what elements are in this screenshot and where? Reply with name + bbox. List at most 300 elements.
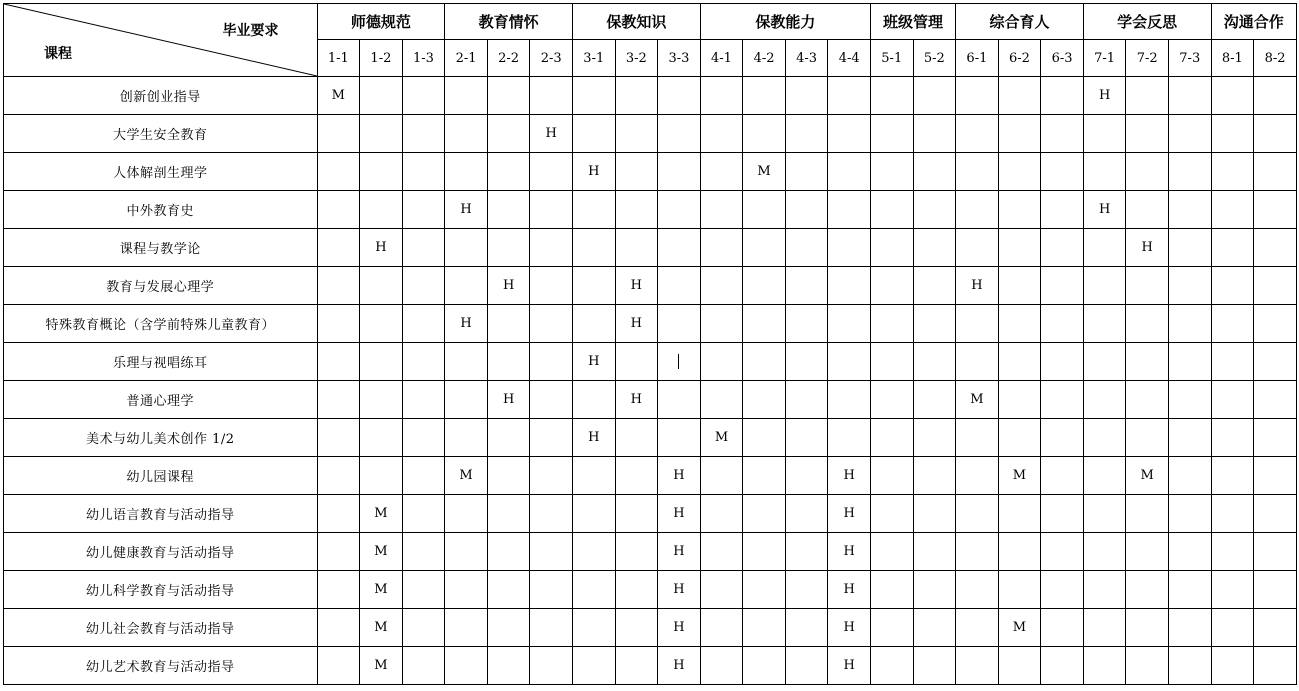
support-level-cell	[700, 495, 743, 533]
support-level-cell	[828, 115, 871, 153]
support-level-cell	[615, 153, 658, 191]
support-level-cell	[1211, 571, 1254, 609]
support-level-cell: H	[1083, 77, 1126, 115]
course-row	[4, 229, 1297, 267]
requirement-code-header: 3-2	[615, 40, 658, 77]
support-level-cell	[743, 609, 786, 647]
support-level-cell	[317, 153, 360, 191]
support-level-cell	[402, 153, 445, 191]
support-level-cell	[785, 115, 828, 153]
support-level-cell	[487, 457, 530, 495]
support-level-cell	[572, 533, 615, 571]
support-level-cell	[360, 191, 403, 229]
requirement-code-header: 2-2	[487, 40, 530, 77]
support-level-cell	[700, 571, 743, 609]
course-name-cell: 创新创业指导	[4, 77, 318, 115]
requirement-group-header: 综合育人	[956, 4, 1084, 40]
support-level-cell	[743, 495, 786, 533]
support-level-cell	[956, 533, 999, 571]
support-level-cell	[402, 533, 445, 571]
support-level-cell	[743, 267, 786, 305]
support-level-cell	[913, 115, 956, 153]
support-level-cell	[1126, 305, 1169, 343]
support-level-cell	[785, 533, 828, 571]
support-level-cell	[1083, 571, 1126, 609]
support-level-cell	[487, 115, 530, 153]
support-level-cell	[998, 115, 1041, 153]
requirement-code-header: 7-3	[1168, 40, 1211, 77]
support-level-cell	[913, 191, 956, 229]
support-level-cell	[1211, 115, 1254, 153]
course-row	[4, 267, 1297, 305]
support-level-cell	[1254, 305, 1297, 343]
support-level-cell	[956, 419, 999, 457]
support-level-cell	[317, 381, 360, 419]
support-level-cell	[1041, 267, 1084, 305]
support-level-cell	[1211, 191, 1254, 229]
course-name-cell: 乐理与视唱练耳	[4, 343, 318, 381]
support-level-cell	[913, 457, 956, 495]
support-level-cell	[785, 153, 828, 191]
support-level-cell	[1168, 153, 1211, 191]
support-level-cell: H	[658, 647, 701, 685]
requirement-code-header: 4-2	[743, 40, 786, 77]
requirement-code-header: 2-1	[445, 40, 488, 77]
support-level-cell	[743, 191, 786, 229]
course-name-cell: 大学生安全教育	[4, 115, 318, 153]
course-name-cell: 美术与幼儿美术创作 1/2	[4, 419, 318, 457]
support-level-cell	[1254, 77, 1297, 115]
support-level-cell	[1083, 647, 1126, 685]
support-level-cell	[913, 647, 956, 685]
support-level-cell: H	[658, 495, 701, 533]
support-level-cell	[998, 77, 1041, 115]
support-level-cell: H	[487, 267, 530, 305]
support-level-cell: M	[998, 609, 1041, 647]
support-level-cell	[913, 153, 956, 191]
support-level-cell	[1126, 647, 1169, 685]
support-level-cell	[828, 381, 871, 419]
support-level-cell	[956, 115, 999, 153]
support-level-cell: H	[828, 647, 871, 685]
support-level-cell	[998, 381, 1041, 419]
support-level-cell	[530, 229, 573, 267]
support-level-cell	[402, 77, 445, 115]
support-level-cell	[402, 305, 445, 343]
support-level-cell	[360, 267, 403, 305]
support-level-cell	[1083, 419, 1126, 457]
support-level-cell	[913, 343, 956, 381]
support-level-cell	[743, 381, 786, 419]
support-level-cell	[487, 305, 530, 343]
support-level-cell	[445, 609, 488, 647]
support-level-cell	[1083, 533, 1126, 571]
support-level-cell	[870, 495, 913, 533]
course-name-cell: 幼儿园课程	[4, 457, 318, 495]
support-level-cell	[445, 267, 488, 305]
support-level-cell	[870, 305, 913, 343]
support-level-cell	[870, 115, 913, 153]
support-level-cell	[402, 381, 445, 419]
support-level-cell	[487, 77, 530, 115]
support-level-cell	[658, 267, 701, 305]
support-level-cell	[530, 267, 573, 305]
support-level-cell	[1041, 533, 1084, 571]
support-level-cell	[445, 495, 488, 533]
support-level-cell	[1168, 571, 1211, 609]
support-level-cell	[998, 419, 1041, 457]
support-level-cell	[700, 381, 743, 419]
support-level-cell	[317, 647, 360, 685]
support-level-cell	[530, 343, 573, 381]
support-level-cell	[1083, 457, 1126, 495]
requirement-group-header: 保教能力	[700, 4, 870, 40]
requirement-code-header: 5-2	[913, 40, 956, 77]
course-row	[4, 533, 1297, 571]
support-level-cell	[785, 191, 828, 229]
support-level-cell	[870, 419, 913, 457]
requirement-group-header: 沟通合作	[1211, 4, 1296, 40]
requirement-group-header-row	[4, 4, 1297, 40]
support-level-cell	[1126, 381, 1169, 419]
support-level-cell	[658, 153, 701, 191]
course-name-cell: 幼儿健康教育与活动指导	[4, 533, 318, 571]
support-level-cell	[445, 381, 488, 419]
support-level-cell	[1254, 381, 1297, 419]
support-level-cell: M	[1126, 457, 1169, 495]
support-level-cell	[1254, 153, 1297, 191]
support-level-cell	[743, 533, 786, 571]
support-level-cell	[1126, 153, 1169, 191]
support-level-cell	[402, 419, 445, 457]
support-level-cell: H	[658, 571, 701, 609]
support-level-cell	[956, 571, 999, 609]
support-level-cell	[870, 609, 913, 647]
support-level-cell	[1211, 495, 1254, 533]
support-level-cell	[1168, 419, 1211, 457]
support-level-cell	[487, 609, 530, 647]
course-name-cell: 特殊教育概论（含学前特殊儿童教育）	[4, 305, 318, 343]
support-level-cell	[572, 571, 615, 609]
support-level-cell	[785, 647, 828, 685]
support-level-cell	[1211, 153, 1254, 191]
support-level-cell	[1041, 571, 1084, 609]
support-level-cell	[956, 305, 999, 343]
support-level-cell: H	[487, 381, 530, 419]
support-level-cell	[913, 381, 956, 419]
support-level-cell	[870, 381, 913, 419]
support-level-cell	[530, 77, 573, 115]
support-level-cell: H	[572, 153, 615, 191]
support-level-cell	[1083, 115, 1126, 153]
support-level-cell	[317, 343, 360, 381]
support-level-cell	[360, 419, 403, 457]
course-name-cell: 幼儿语言教育与活动指导	[4, 495, 318, 533]
support-level-cell	[360, 77, 403, 115]
support-level-cell	[402, 457, 445, 495]
support-level-cell	[1083, 609, 1126, 647]
requirement-axis-label: 毕业要求	[222, 23, 279, 39]
support-level-cell	[317, 191, 360, 229]
corner-header-cell	[4, 4, 318, 77]
support-level-cell	[998, 191, 1041, 229]
requirement-code-header: 4-1	[700, 40, 743, 77]
requirement-code-header: 2-3	[530, 40, 573, 77]
support-level-cell	[998, 267, 1041, 305]
support-level-cell	[658, 191, 701, 229]
support-level-cell	[1211, 647, 1254, 685]
support-level-cell	[615, 191, 658, 229]
support-level-cell	[828, 77, 871, 115]
support-level-cell	[402, 115, 445, 153]
requirement-code-header: 5-1	[870, 40, 913, 77]
support-level-cell	[870, 77, 913, 115]
support-level-cell	[658, 305, 701, 343]
support-level-cell	[360, 381, 403, 419]
support-level-cell	[785, 267, 828, 305]
support-level-cell	[785, 229, 828, 267]
support-level-cell: H	[828, 457, 871, 495]
support-level-cell	[615, 571, 658, 609]
support-level-cell	[1168, 115, 1211, 153]
support-level-cell: M	[360, 647, 403, 685]
support-level-cell	[743, 77, 786, 115]
support-level-cell	[572, 77, 615, 115]
support-level-cell	[870, 191, 913, 229]
support-level-cell	[1126, 191, 1169, 229]
support-level-cell	[1126, 609, 1169, 647]
course-row	[4, 77, 1297, 115]
support-level-cell	[700, 305, 743, 343]
support-level-cell	[700, 77, 743, 115]
support-level-cell	[530, 153, 573, 191]
support-level-cell: M	[317, 77, 360, 115]
support-level-cell	[530, 609, 573, 647]
support-level-cell	[700, 457, 743, 495]
course-row	[4, 191, 1297, 229]
support-level-cell: H	[1126, 229, 1169, 267]
support-level-cell	[530, 419, 573, 457]
support-level-cell	[998, 229, 1041, 267]
support-level-cell	[445, 419, 488, 457]
support-level-cell	[828, 305, 871, 343]
requirement-group-header: 保教知识	[572, 4, 700, 40]
course-row	[4, 305, 1297, 343]
support-level-cell	[1126, 77, 1169, 115]
support-level-cell	[530, 647, 573, 685]
support-level-cell: H	[828, 571, 871, 609]
support-level-cell	[1254, 419, 1297, 457]
support-level-cell	[828, 267, 871, 305]
support-level-cell	[1254, 191, 1297, 229]
support-level-cell	[402, 571, 445, 609]
support-level-cell	[1168, 229, 1211, 267]
support-level-cell	[658, 343, 701, 381]
support-level-cell	[658, 115, 701, 153]
requirement-group-header: 班级管理	[870, 4, 955, 40]
support-level-cell	[1254, 571, 1297, 609]
support-level-cell	[487, 495, 530, 533]
support-level-cell	[530, 457, 573, 495]
support-level-cell	[1211, 609, 1254, 647]
support-level-cell	[1126, 571, 1169, 609]
support-level-cell	[572, 457, 615, 495]
support-level-cell	[1126, 419, 1169, 457]
support-level-cell	[743, 115, 786, 153]
support-level-cell	[1254, 267, 1297, 305]
support-level-cell	[1254, 647, 1297, 685]
support-level-cell	[956, 153, 999, 191]
support-level-cell	[1254, 343, 1297, 381]
course-requirement-matrix	[3, 3, 1297, 685]
support-level-cell	[1041, 229, 1084, 267]
support-level-cell	[658, 381, 701, 419]
corner-diagonal-line	[4, 4, 317, 76]
support-level-cell: M	[360, 533, 403, 571]
support-level-cell	[572, 229, 615, 267]
support-level-cell	[913, 229, 956, 267]
support-level-cell	[530, 571, 573, 609]
support-level-cell	[487, 343, 530, 381]
support-level-cell: H	[445, 191, 488, 229]
support-level-cell	[615, 609, 658, 647]
support-level-cell	[1168, 457, 1211, 495]
support-level-cell	[700, 229, 743, 267]
support-level-cell	[998, 495, 1041, 533]
support-level-cell	[615, 647, 658, 685]
support-level-cell	[1211, 343, 1254, 381]
support-level-cell	[1211, 229, 1254, 267]
support-level-cell	[828, 191, 871, 229]
support-level-cell	[1254, 229, 1297, 267]
support-level-cell	[1041, 191, 1084, 229]
support-level-cell	[530, 533, 573, 571]
support-level-cell	[487, 153, 530, 191]
support-level-cell	[572, 191, 615, 229]
support-level-cell	[445, 647, 488, 685]
support-level-cell	[317, 457, 360, 495]
support-level-cell	[998, 305, 1041, 343]
support-level-cell: H	[530, 115, 573, 153]
vertical-mark	[678, 354, 679, 369]
support-level-cell	[998, 343, 1041, 381]
support-level-cell	[956, 343, 999, 381]
support-level-cell	[360, 153, 403, 191]
support-level-cell	[317, 229, 360, 267]
support-level-cell	[1254, 495, 1297, 533]
support-level-cell: H	[658, 609, 701, 647]
support-level-cell	[785, 495, 828, 533]
support-level-cell	[913, 305, 956, 343]
support-level-cell	[956, 609, 999, 647]
support-level-cell	[1211, 381, 1254, 419]
support-level-cell	[1083, 495, 1126, 533]
course-name-cell: 课程与教学论	[4, 229, 318, 267]
support-level-cell: H	[360, 229, 403, 267]
support-level-cell: H	[658, 533, 701, 571]
support-level-cell	[1041, 419, 1084, 457]
course-name-cell: 中外教育史	[4, 191, 318, 229]
support-level-cell	[870, 533, 913, 571]
support-level-cell	[615, 343, 658, 381]
course-row	[4, 343, 1297, 381]
support-level-cell	[1254, 457, 1297, 495]
support-level-cell	[317, 571, 360, 609]
support-level-cell	[1168, 533, 1211, 571]
requirement-code-header: 7-2	[1126, 40, 1169, 77]
support-level-cell	[317, 267, 360, 305]
support-level-cell	[317, 609, 360, 647]
support-level-cell	[530, 191, 573, 229]
support-level-cell	[913, 495, 956, 533]
support-level-cell	[828, 419, 871, 457]
support-level-cell	[360, 343, 403, 381]
course-name-cell: 人体解剖生理学	[4, 153, 318, 191]
support-level-cell	[870, 343, 913, 381]
support-level-cell	[360, 457, 403, 495]
support-level-cell	[956, 457, 999, 495]
support-level-cell: H	[828, 495, 871, 533]
support-level-cell	[615, 115, 658, 153]
support-level-cell	[870, 571, 913, 609]
support-level-cell	[1211, 533, 1254, 571]
support-level-cell	[956, 495, 999, 533]
support-level-cell	[445, 153, 488, 191]
course-row	[4, 457, 1297, 495]
support-level-cell	[956, 191, 999, 229]
support-level-cell	[1126, 533, 1169, 571]
support-level-cell	[700, 647, 743, 685]
support-level-cell	[1041, 153, 1084, 191]
support-level-cell	[1168, 609, 1211, 647]
support-level-cell	[1168, 381, 1211, 419]
support-level-cell	[1254, 115, 1297, 153]
requirement-code-header: 4-3	[785, 40, 828, 77]
support-level-cell	[1168, 647, 1211, 685]
support-level-cell: H	[1083, 191, 1126, 229]
support-level-cell	[1041, 647, 1084, 685]
requirement-group-header: 师德规范	[317, 4, 445, 40]
support-level-cell	[658, 229, 701, 267]
support-level-cell	[572, 495, 615, 533]
course-row	[4, 495, 1297, 533]
support-level-cell: M	[360, 571, 403, 609]
support-level-cell: M	[360, 495, 403, 533]
course-row	[4, 381, 1297, 419]
course-name-cell: 幼儿艺术教育与活动指导	[4, 647, 318, 685]
support-level-cell	[743, 457, 786, 495]
support-level-cell	[998, 153, 1041, 191]
support-level-cell	[572, 609, 615, 647]
support-level-cell	[402, 609, 445, 647]
support-level-cell	[700, 191, 743, 229]
support-level-cell	[572, 115, 615, 153]
support-level-cell	[870, 229, 913, 267]
support-level-cell	[1083, 305, 1126, 343]
support-level-cell	[743, 305, 786, 343]
support-level-cell	[445, 343, 488, 381]
support-level-cell	[487, 229, 530, 267]
support-level-cell	[700, 343, 743, 381]
support-level-cell	[1041, 305, 1084, 343]
support-level-cell	[785, 305, 828, 343]
support-level-cell	[785, 609, 828, 647]
support-level-cell	[615, 533, 658, 571]
support-level-cell	[870, 457, 913, 495]
support-level-cell	[445, 571, 488, 609]
support-level-cell: M	[360, 609, 403, 647]
requirement-code-header: 6-3	[1041, 40, 1084, 77]
